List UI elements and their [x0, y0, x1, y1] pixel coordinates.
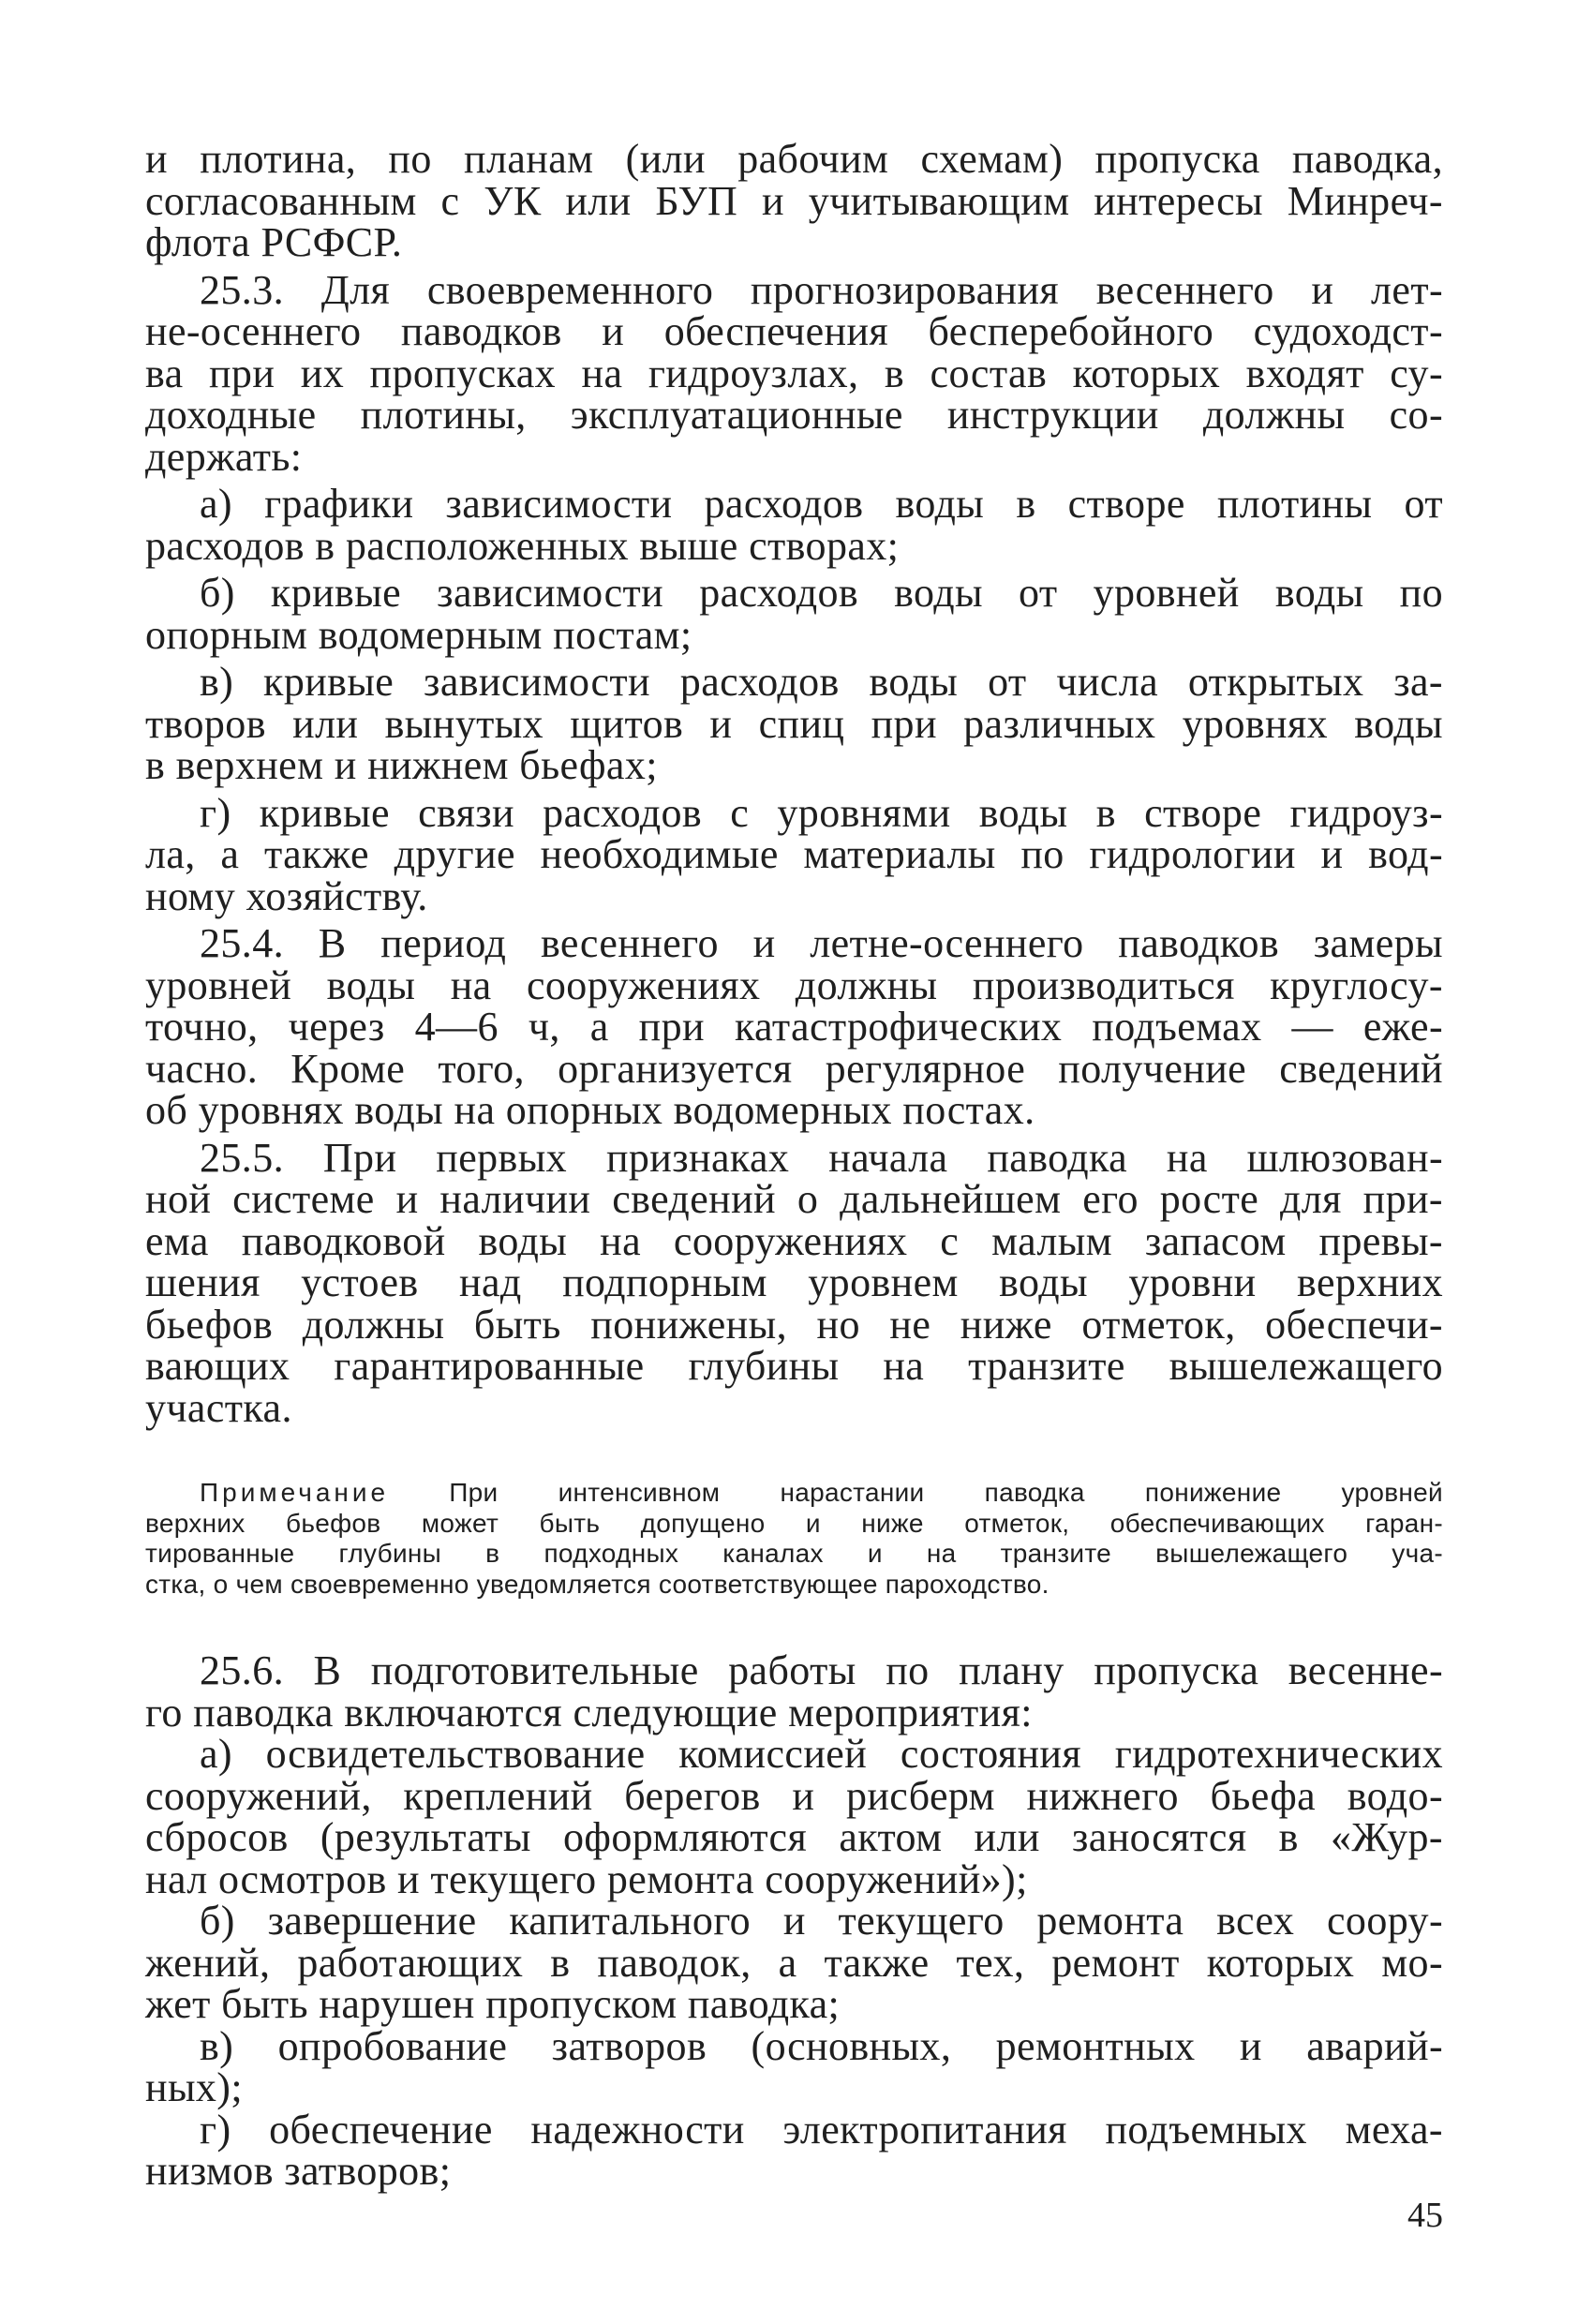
- text-line: не-осеннего паводков и обеспечения бесперебойного судоходст-: [145, 308, 1443, 354]
- text-line: уровней воды на сооружениях должны производиться круглосу-: [145, 961, 1443, 1008]
- text-line: г) кривые связи расходов с уровнями воды в створе гидроуз-: [200, 789, 1443, 836]
- text-line: ных);: [145, 2064, 243, 2110]
- text-line: держать:: [145, 433, 303, 480]
- text-line: ной системе и наличии сведений о дальнейшем его росте для при-: [145, 1176, 1443, 1222]
- paragraph-25-4: [145, 920, 1443, 1133]
- note-text: При интенсивном нарастании паводка понижение уровней: [449, 1478, 1443, 1507]
- text-line: низмов затворов;: [145, 2148, 452, 2194]
- paragraph-25-3: [145, 266, 1443, 480]
- text-line: ла, а также другие необходимые материалы по гидрологии и вод-: [145, 831, 1443, 877]
- text-line: расходов в расположенных выше створах;: [145, 522, 900, 569]
- text-line: жет быть нарушен пропуском паводка;: [145, 1981, 841, 2027]
- text-line: в) кривые зависимости расходов воды от числа открытых за-: [200, 659, 1443, 705]
- note-label: Примечание: [200, 1478, 390, 1507]
- item-25-6-g: [145, 2106, 1443, 2194]
- item-25-6-b: [145, 1900, 1443, 2026]
- footnote-remark: [145, 1478, 1443, 1600]
- text-line: ема паводковой воды на сооружениях с малым запасом превы-: [145, 1217, 1443, 1264]
- text-line: точно, через 4—6 ч, а при катастрофических подъемах — еже-: [145, 1004, 1443, 1050]
- text-line: нал осмотров и текущего ремонта сооружений»);: [145, 1855, 1028, 1902]
- note-line: верхних бьефов может быть допущено и ниже отметок, обеспечивающих гаран-: [145, 1508, 1443, 1538]
- text-line: 25.6. В подготовительные работы по плану пропуска весенне-: [200, 1647, 1443, 1693]
- text-line: шения устоев над подпорным уровнем воды уровни верхних: [145, 1259, 1443, 1305]
- paragraph-continuation: [145, 136, 1443, 265]
- text-line: вающих гарантированные глубины на транзите вышележащего: [145, 1343, 1443, 1389]
- text-line: опорным водомерным постам;: [145, 611, 692, 658]
- item-25-3-a: [145, 481, 1443, 569]
- item-25-6-a: [145, 1731, 1443, 1902]
- text-line: об уровнях воды на опорных водомерных постах.: [145, 1087, 1035, 1133]
- text-line: г) обеспечение надежности электропитания подъемных меха-: [200, 2106, 1443, 2153]
- note-line: стка, о чем своевременно уведомляется соответствующее пароходство.: [145, 1569, 1050, 1599]
- text-line: ному хозяйству.: [145, 872, 428, 919]
- document-page: [145, 136, 1443, 2194]
- item-25-3-v: [145, 659, 1443, 788]
- item-25-6-v: [145, 2022, 1443, 2110]
- text-line: а) графики зависимости расходов воды в створе плотины от: [200, 481, 1443, 527]
- note-first-line: [145, 1478, 1443, 1509]
- text-line: 25.4. В период весеннего и летне-осеннего паводков замеры: [200, 920, 1443, 966]
- text-line: ва при их пропусках на гидроузлах, в состав которых входят су-: [145, 350, 1443, 396]
- text-line: бьефов должны быть понижены, но не ниже отметок, обеспечи-: [145, 1301, 1443, 1348]
- text-line: флота РСФСР.: [145, 219, 403, 265]
- text-line: доходные плотины, эксплуатационные инструкции должны со-: [145, 392, 1443, 438]
- text-line: в верхнем и нижнем бьефах;: [145, 742, 658, 788]
- text-line: в) опробование затворов (основных, ремонтных и аварий-: [200, 2022, 1443, 2069]
- text-line: а) освидетельствование комиссией состояния гидротехнических: [200, 1731, 1443, 1777]
- text-line: сооружений, креплений берегов и рисберм нижнего бьефа водо-: [145, 1772, 1443, 1819]
- text-line: го паводка включаются следующие мероприятия:: [145, 1689, 1033, 1736]
- text-line: творов или вынутых щитов и спиц при различных уровнях воды: [145, 700, 1443, 747]
- text-line: и плотина, по планам (или рабочим схемам) пропуска паводка,: [145, 136, 1443, 182]
- text-line: 25.5. При первых признаках начала паводка на шлюзован-: [200, 1134, 1443, 1181]
- paragraph-25-6: [145, 1647, 1443, 1736]
- text-line: 25.3. Для своевременного прогнозирования весеннего и лет-: [200, 266, 1443, 313]
- page-number: 45: [1407, 2196, 1443, 2235]
- text-line: согласованным с УК или БУП и учитывающим интересы Минреч-: [145, 177, 1443, 224]
- text-line: жений, работающих в паводок, а также тех, ремонт которых мо-: [145, 1939, 1443, 1986]
- paragraph-25-5: [145, 1134, 1443, 1431]
- item-25-3-g: [145, 789, 1443, 919]
- text-line: участка.: [145, 1384, 292, 1431]
- item-25-3-b: [145, 570, 1443, 658]
- text-line: часно. Кроме того, организуется регулярное получение сведений: [145, 1045, 1443, 1092]
- text-line: сбросов (результаты оформляются актом или заносятся в «Жур-: [145, 1814, 1443, 1860]
- note-line: тированные глубины в подходных каналах и на транзите вышележащего уча-: [145, 1539, 1443, 1568]
- text-line: б) завершение капитального и текущего ремонта всех соору-: [200, 1898, 1443, 1944]
- text-line: б) кривые зависимости расходов воды от уровней воды по: [200, 570, 1443, 616]
